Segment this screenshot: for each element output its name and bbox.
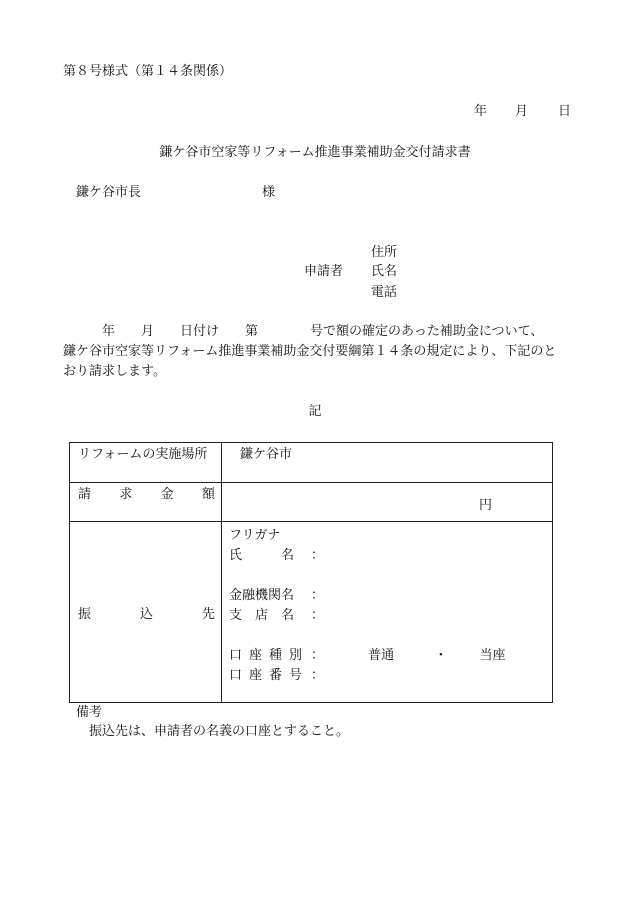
remarks-label: 備考 xyxy=(76,705,103,720)
request-body xyxy=(63,322,583,382)
date-month: 月 xyxy=(515,104,529,119)
amount-label-char: 金 xyxy=(160,487,174,502)
account-type-label: 口座種別 xyxy=(229,648,310,663)
location-label: リフォームの実施場所 xyxy=(70,443,222,483)
branch-name-label: 支 店 名 xyxy=(229,608,295,623)
account-type-separator: ・ xyxy=(434,648,448,663)
transfer-label-char: 込 xyxy=(139,606,153,622)
amount-label-char: 求 xyxy=(119,487,133,502)
addressee-honorific: 様 xyxy=(262,185,276,200)
bank-name-label: 金融機関名 xyxy=(229,588,295,603)
colon: ： xyxy=(311,668,325,683)
account-type-line xyxy=(229,644,505,663)
account-holder-line xyxy=(229,544,324,563)
table-row-transfer xyxy=(70,522,553,703)
transfer-label-char: 先 xyxy=(201,606,215,622)
amount-label-char: 請 xyxy=(78,487,92,502)
branch-line xyxy=(229,604,324,623)
table-row-location xyxy=(70,443,553,483)
amount-label-char: 額 xyxy=(201,487,215,502)
body-line-3: おり請求します。 xyxy=(63,364,166,379)
date-line xyxy=(474,104,571,120)
account-holder-label: 氏 名 xyxy=(229,548,295,563)
account-number-label: 口座番号 xyxy=(229,668,310,683)
applicant-phone-label: 電話 xyxy=(371,285,398,300)
transfer-label xyxy=(70,522,222,703)
form-number: 第８号様式（第１４条関係） xyxy=(63,64,233,79)
amount-value[interactable] xyxy=(222,483,553,522)
date-year: 年 xyxy=(474,104,488,119)
table-row-amount xyxy=(70,483,553,522)
account-number-line xyxy=(229,664,324,683)
applicant-name-label: 氏名 xyxy=(371,264,398,279)
amount-unit: 円 xyxy=(479,498,493,513)
applicant-label: 申請者 xyxy=(304,264,344,279)
amount-label xyxy=(70,483,222,522)
furigana-label: フリガナ xyxy=(229,528,281,543)
account-type-ordinary[interactable]: 普通 xyxy=(368,648,395,663)
colon: ： xyxy=(311,648,325,663)
date-day: 日 xyxy=(558,104,572,119)
body-line-2: 鎌ケ谷市空家等リフォーム推進事業補助金交付要綱第１４条の規定により、下記のと xyxy=(63,344,557,359)
transfer-details xyxy=(222,522,553,703)
request-table xyxy=(69,442,553,703)
location-value: 鎌ケ谷市 xyxy=(222,443,553,483)
transfer-label-char: 振 xyxy=(78,606,92,622)
body-line-1: 年 月 日付け 第 号で額の確定のあった補助金について、 xyxy=(63,324,544,339)
colon: ： xyxy=(311,588,325,603)
document-title: 鎌ケ谷市空家等リフォーム推進事業補助金交付請求書 xyxy=(159,145,471,160)
applicant-address-label: 住所 xyxy=(371,245,398,260)
colon: ： xyxy=(311,608,325,623)
colon: ： xyxy=(311,548,325,563)
remarks-text: 振込先は、申請者の名義の口座とすること。 xyxy=(89,724,350,739)
addressee-name: 鎌ケ谷市長 xyxy=(76,185,142,200)
bank-line xyxy=(229,584,324,603)
ki-heading: 記 xyxy=(308,404,322,419)
account-type-current[interactable]: 当座 xyxy=(479,648,506,663)
